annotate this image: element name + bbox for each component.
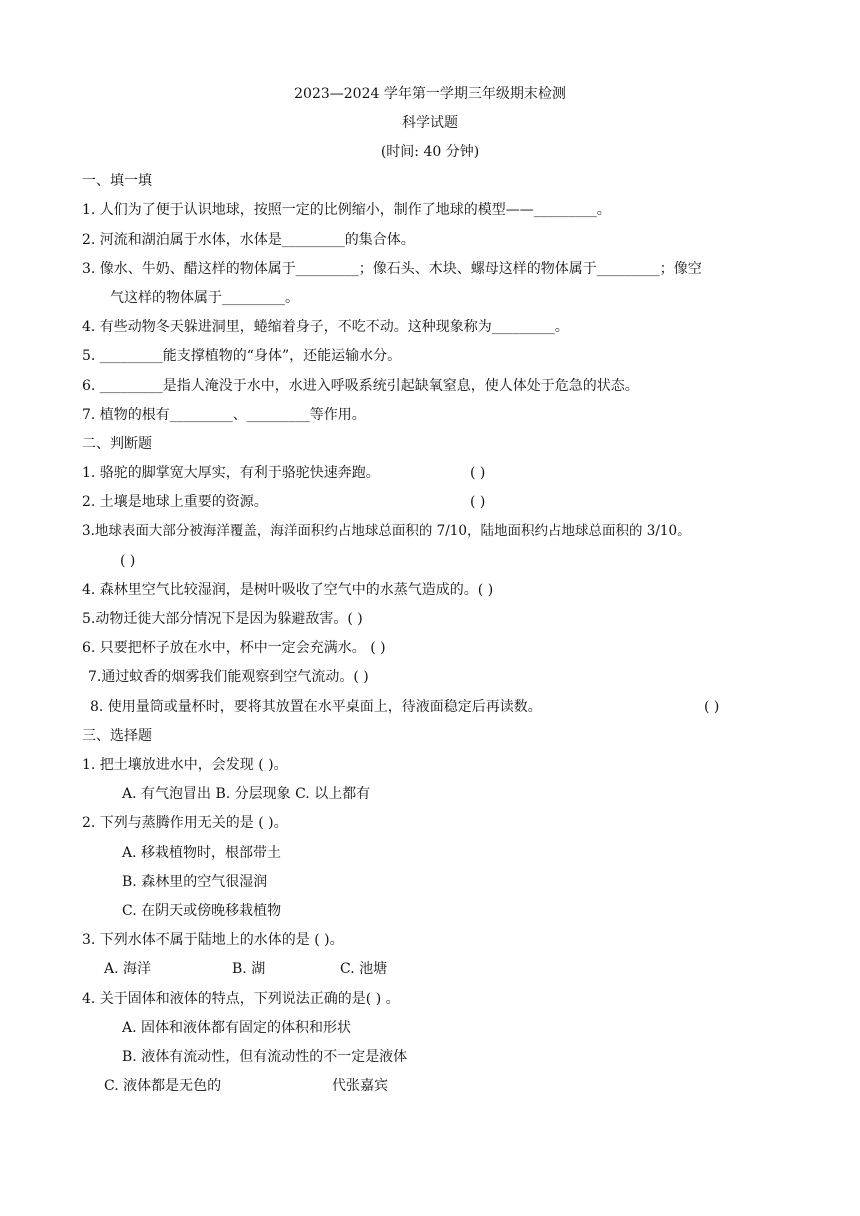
fill-question-3-line1: 3. 像水、牛奶、醋这样的物体属于_________；像石头、木块、螺母这样的物体属于_________；像空: [82, 261, 702, 277]
choice-question-3: 3. 下列水体不属于陆地上的水体的是 ( )。: [82, 932, 344, 948]
exam-time: (时间: 40 分钟): [380, 144, 480, 160]
section-fill-heading: 一、填一填: [82, 173, 152, 189]
section-judge-heading: 二、判断题: [82, 436, 152, 452]
judge-question-1: 1. 骆驼的脚掌宽大厚实，有利于骆驼快速奔跑。: [82, 465, 380, 481]
exam-title: 2023—2024 学年第一学期三年级期末检测: [294, 86, 566, 102]
section-choice-heading: 三、选择题: [82, 728, 152, 744]
choice-question-2-option-a: A. 移栽植物时，根部带土: [122, 845, 282, 861]
choice-question-4-option-b: B. 液体有流动性，但有流动性的不一定是液体: [122, 1049, 408, 1065]
choice-question-4-option-a: A. 固体和液体都有固定的体积和形状: [122, 1020, 352, 1036]
judge-question-8: 8. 使用量筒或量杯时，要将其放置在水平桌面上，待液面稳定后再读数。: [90, 699, 542, 715]
fill-question-3-line2: 气这样的物体属于_________。: [110, 290, 299, 306]
choice-question-1-options: A. 有气泡冒出 B. 分层现象 C. 以上都有: [122, 786, 371, 802]
fill-question-5: 5. _________能支撑植物的“身体”，还能运输水分。: [82, 348, 402, 364]
judge-question-5: 5.动物迁徙大部分情况下是因为躲避敌害。( ): [82, 611, 363, 627]
judge-answer-paren-2: ( ): [470, 494, 486, 510]
choice-question-2: 2. 下列与蒸腾作用无关的是 ( )。: [82, 815, 288, 831]
fill-question-6: 6. _________是指人淹没于水中，水进入呼吸系统引起缺氧窒息，使人体处于危急的状态。: [82, 378, 639, 394]
fill-question-1: 1. 人们为了便于认识地球，按照一定的比例缩小，制作了地球的模型——_________。: [82, 202, 611, 218]
choice-question-2-option-b: B. 森林里的空气很湿润: [122, 874, 268, 890]
judge-question-2: 2. 土壤是地球上重要的资源。: [82, 494, 268, 510]
fill-question-2: 2. 河流和湖泊属于水体，水体是_________的集合体。: [82, 232, 415, 248]
judge-question-3: 3.地球表面大部分被海洋覆盖，海洋面积约占地球总面积的 7/10，陆地面积约占地球总面积的 3/10。: [82, 523, 691, 539]
choice-question-1: 1. 把土壤放进水中，会发现 ( )。: [82, 757, 288, 773]
choice-question-3-option-a: A. 海洋: [104, 961, 152, 977]
exam-subtitle: 科学试题: [402, 115, 458, 131]
judge-question-7: 7.通过蚊香的烟雾我们能观察到空气流动。( ): [88, 669, 369, 685]
judge-answer-paren-3: ( ): [120, 553, 136, 569]
choice-question-2-option-c: C. 在阴天或傍晚移栽植物: [122, 903, 282, 919]
judge-question-6: 6. 只要把杯子放在水中，杯中一定会充满水。 ( ): [82, 640, 386, 656]
judge-answer-paren-8: ( ): [704, 699, 720, 715]
fill-question-7: 7. 植物的根有_________、_________等作用。: [82, 407, 366, 423]
choice-question-4: 4. 关于固体和液体的特点，下列说法正确的是( ) 。: [82, 991, 400, 1007]
fill-question-4: 4. 有些动物冬天躲进洞里，蜷缩着身子，不吃不动。这种现象称为_________。: [82, 319, 569, 335]
choice-question-4-option-c: C. 液体都是无色的: [104, 1078, 222, 1094]
choice-question-3-option-b: B. 湖: [232, 961, 266, 977]
choice-question-3-option-c: C. 池塘: [340, 961, 388, 977]
judge-question-4: 4. 森林里空气比较湿润，是树叶吸收了空气中的水蒸气造成的。( ): [82, 582, 494, 598]
judge-answer-paren-1: ( ): [470, 465, 486, 481]
author-signature: 代张嘉宾: [332, 1078, 388, 1094]
